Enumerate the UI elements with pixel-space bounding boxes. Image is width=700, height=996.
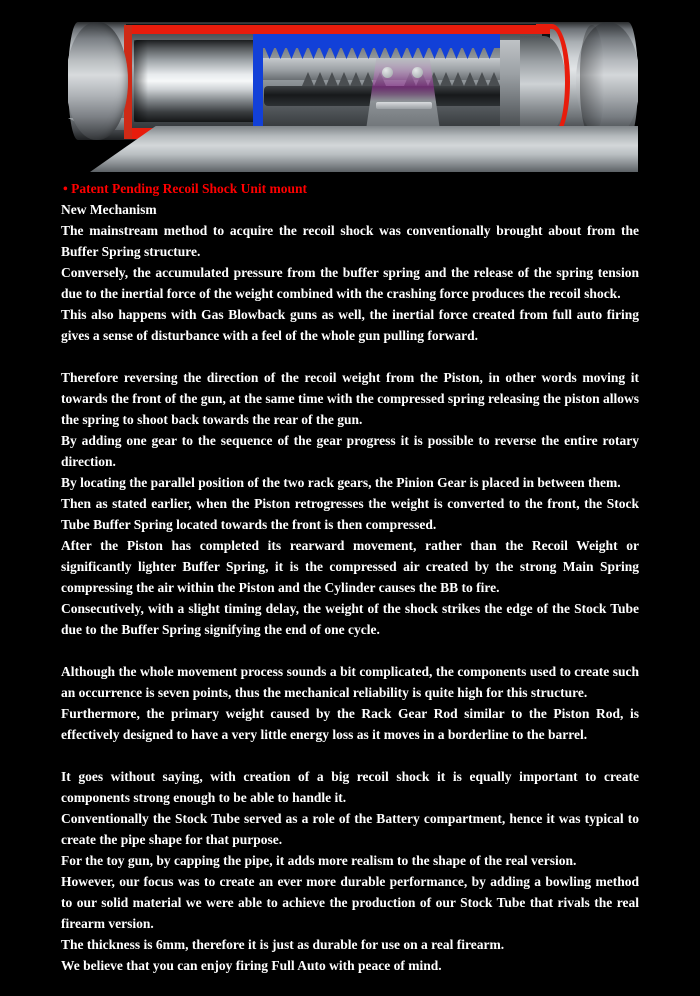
paragraph: By locating the parallel position of the two rack gears, the Pinion Gear is placed in between them.: [61, 475, 621, 490]
paragraph: For the toy gun, by capping the pipe, it adds more realism to the shape of the real version.: [61, 853, 577, 868]
recoil-weight-cylinder: [134, 40, 262, 122]
paragraph: Although the whole movement process sounds a bit complicated, the components used to create such an occurrence is seven points, thus the mechanical reliability is quite high for this structure.: [61, 664, 639, 700]
cutaway-photo: [68, 0, 638, 172]
paragraph: However, our focus was to create an ever more durable performance, by adding a bowling method to our solid material we were able to achieve the production of our Stock Tube that rivals the real firearm version.: [61, 874, 639, 931]
paragraph: Conversely, the accumulated pressure from the buffer spring and the release of the spring tension due to the inertial force of the weight combined with the crashing force produces the recoil shock.: [61, 265, 639, 301]
article-body: [61, 178, 639, 976]
paragraph-spacer: [61, 745, 639, 766]
stock-tube-right-end: [576, 22, 638, 140]
kicker-label: Patent Pending Recoil Shock Unit mount: [71, 181, 307, 196]
recoil-unit-figure: [68, 0, 638, 172]
paragraph: The thickness is 6mm, therefore it is just as durable for use on a real firearm.: [61, 937, 505, 952]
bracket-pin-right: [412, 67, 423, 78]
paragraph-spacer: [61, 346, 639, 367]
pinion-gear-bracket: [366, 58, 440, 130]
paragraph: Conventionally the Stock Tube served as a role of the Battery compartment, hence it was typical to create the pipe shape for that purpose.: [61, 811, 639, 847]
bracket-pin-left: [382, 67, 393, 78]
base-plate: [90, 126, 638, 172]
paragraph: The mainstream method to acquire the recoil shock was conventionally brought about from the Buffer Spring structure.: [61, 223, 639, 259]
paragraph: Therefore reversing the direction of the recoil weight from the Piston, in other words moving it towards the front of the gun, at the same time with the compressed spring releasing the piston allows the spring to shoot back towards the rear of the gun.: [61, 370, 639, 427]
paragraph: Then as stated earlier, when the Piston retrogresses the weight is converted to the front, the Stock Tube Buffer Spring located towards the front is then compressed.: [61, 496, 639, 532]
paragraph: After the Piston has completed its rearward movement, rather than the Recoil Weight or significantly lighter Buffer Spring, it is the compressed air created by the strong Main Spring compressing the air within the Piston and the Cylinder causes the BB to fire.: [61, 538, 639, 595]
paragraph: It goes without saying, with creation of a big recoil shock it is equally important to create components strong enough to be able to handle it.: [61, 769, 639, 805]
bullet-glyph: •: [63, 181, 68, 196]
paragraph: We believe that you can enjoy firing Full Auto with peace of mind.: [61, 958, 442, 973]
paragraph: By adding one gear to the sequence of the gear progress it is possible to reverse the entire rotary direction.: [61, 433, 639, 469]
paragraph: Consecutively, with a slight timing delay, the weight of the shock strikes the edge of the Stock Tube due to the Buffer Spring signifying the end of one cycle.: [61, 601, 639, 637]
section-heading: New Mechanism: [61, 202, 157, 217]
bracket-slot: [376, 102, 432, 109]
paragraph-spacer: [61, 640, 639, 661]
paragraph: This also happens with Gas Blowback guns as well, the inertial force created from full auto firing gives a sense of disturbance with a feel of the whole gun pulling forward.: [61, 307, 639, 343]
paragraph: Furthermore, the primary weight caused by the Rack Gear Rod similar to the Piston Rod, is effectively designed to have a very little energy loss as it moves in a borderline to the barrel.: [61, 706, 639, 742]
stock-tube-left-end: [68, 22, 128, 140]
patent-pending-kicker: [61, 178, 639, 199]
rack-gear-teeth: [264, 46, 498, 59]
inner-wall-highlight-top: [126, 25, 550, 34]
